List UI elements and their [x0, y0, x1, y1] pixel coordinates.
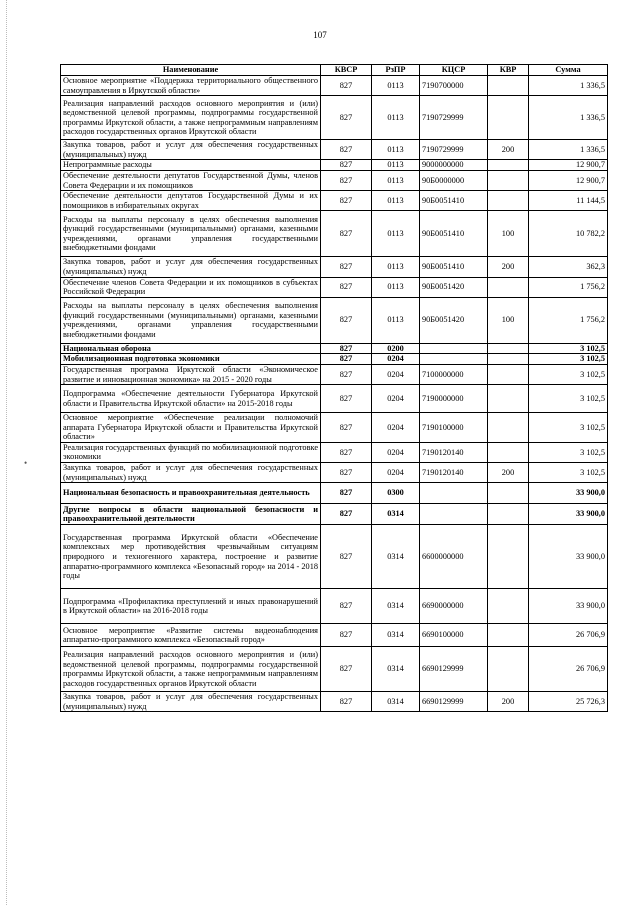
table-row: [61, 413, 608, 443]
row-kvr-cell: 200: [488, 463, 529, 483]
row-kvr-cell: 100: [488, 297, 529, 343]
row-kvr-cell: [488, 76, 529, 96]
row-kvsr-cell: 827: [321, 96, 372, 140]
row-name-cell: Расходы на выплаты персоналу в целях обеспечения выполнения функций государственными (муниципальными) органами, казенными учреждениями, органами управления государственными внебюджетными фондами: [61, 211, 321, 257]
row-sum-cell: 33 900,0: [529, 589, 608, 624]
row-kcsr-cell: 7190120140: [420, 442, 488, 462]
table-row: [61, 96, 608, 140]
row-sum-cell: 3 102,5: [529, 354, 608, 365]
row-sum-cell: 1 756,2: [529, 277, 608, 297]
row-kvr-cell: [488, 343, 529, 354]
table-row: [61, 364, 608, 384]
row-name-cell: Основное мероприятие «Обеспечение реализации полномочий аппарата Губернатора Иркутской области и Правительства Иркутской области»: [61, 413, 321, 443]
row-name-cell: Закупка товаров, работ и услуг для обеспечения государственных (муниципальных) нужд: [61, 463, 321, 483]
row-kcsr-cell: 7190100000: [420, 413, 488, 443]
row-rzpr-cell: 0204: [372, 354, 420, 365]
row-rzpr-cell: 0204: [372, 364, 420, 384]
row-sum-cell: 26 706,9: [529, 647, 608, 692]
table-row: [61, 277, 608, 297]
table-row: [61, 647, 608, 692]
row-name-cell: Основное мероприятие «Развитие системы видеонаблюдения аппаратно-программного комплекса «Безопасный город»: [61, 624, 321, 647]
row-sum-cell: 25 726,3: [529, 692, 608, 712]
table-row: [61, 525, 608, 589]
row-name-cell: Обеспечение членов Совета Федерации и их помощников в субъектах Российской Федерации: [61, 277, 321, 297]
row-kvr-cell: 200: [488, 140, 529, 160]
header-name: Наименование: [61, 65, 321, 76]
row-name-cell: Основное мероприятие «Поддержка территориального общественного самоуправления в Иркутской области»: [61, 76, 321, 96]
row-sum-cell: 3 102,5: [529, 343, 608, 354]
row-rzpr-cell: 0204: [372, 413, 420, 443]
row-kcsr-cell: 9000000000: [420, 160, 488, 171]
row-kvsr-cell: 827: [321, 354, 372, 365]
row-kvr-cell: [488, 96, 529, 140]
row-name-cell: Реализация направлений расходов основного мероприятия и (или) ведомственной целевой программы, подпрограммы государственной программы Иркутской области, а также непрограммным направлениям расходов государственных органов Иркутской области: [61, 647, 321, 692]
row-rzpr-cell: 0113: [372, 257, 420, 277]
header-rzpr: РзПР: [372, 65, 420, 76]
row-sum-cell: 11 144,5: [529, 191, 608, 211]
row-name-cell: Закупка товаров, работ и услуг для обеспечения государственных (муниципальных) нужд: [61, 257, 321, 277]
table-row: [61, 589, 608, 624]
row-name-cell: Национальная оборона: [61, 343, 321, 354]
row-kvsr-cell: 827: [321, 211, 372, 257]
row-sum-cell: 12 900,7: [529, 170, 608, 190]
row-kvr-cell: [488, 191, 529, 211]
row-sum-cell: 3 102,5: [529, 364, 608, 384]
row-kvsr-cell: 827: [321, 589, 372, 624]
row-sum-cell: 33 900,0: [529, 525, 608, 589]
row-sum-cell: 362,3: [529, 257, 608, 277]
header-kcsr: КЦСР: [420, 65, 488, 76]
row-kcsr-cell: 90Б0000000: [420, 170, 488, 190]
row-kvsr-cell: 827: [321, 692, 372, 712]
row-sum-cell: 33 900,0: [529, 504, 608, 525]
row-kvsr-cell: 827: [321, 525, 372, 589]
scan-mark: •: [24, 458, 28, 468]
row-rzpr-cell: 0314: [372, 525, 420, 589]
table-row: [61, 624, 608, 647]
row-kvsr-cell: 827: [321, 647, 372, 692]
row-sum-cell: 26 706,9: [529, 624, 608, 647]
row-name-cell: Расходы на выплаты персоналу в целях обеспечения выполнения функций государственными (муниципальными) органами, казенными учреждениями, органами управления государственными внебюджетными фондами: [61, 297, 321, 343]
row-rzpr-cell: 0113: [372, 191, 420, 211]
table-row: [61, 483, 608, 504]
table-row: [61, 160, 608, 171]
row-rzpr-cell: 0204: [372, 385, 420, 413]
table-row: [61, 76, 608, 96]
row-kvsr-cell: 827: [321, 257, 372, 277]
row-rzpr-cell: 0113: [372, 76, 420, 96]
row-kvsr-cell: 827: [321, 297, 372, 343]
row-name-cell: Государственная программа Иркутской области «Экономическое развитие и инновационная экономика» на 2015 - 2020 годы: [61, 364, 321, 384]
row-kcsr-cell: 6690129999: [420, 692, 488, 712]
table-row: [61, 354, 608, 365]
header-kvr: КВР: [488, 65, 529, 76]
row-kvsr-cell: 827: [321, 442, 372, 462]
row-name-cell: Подпрограмма «Профилактика преступлений и иных правонарушений в Иркутской области» на 2016-2018 годы: [61, 589, 321, 624]
row-rzpr-cell: 0314: [372, 589, 420, 624]
row-rzpr-cell: 0314: [372, 624, 420, 647]
table-row: [61, 504, 608, 525]
row-name-cell: Национальная безопасность и правоохранительная деятельность: [61, 483, 321, 504]
row-rzpr-cell: 0113: [372, 297, 420, 343]
table-row: [61, 385, 608, 413]
row-sum-cell: 33 900,0: [529, 483, 608, 504]
row-rzpr-cell: 0300: [372, 483, 420, 504]
row-sum-cell: 1 336,5: [529, 96, 608, 140]
table-row: [61, 140, 608, 160]
row-kcsr-cell: 7100000000: [420, 364, 488, 384]
row-kvsr-cell: 827: [321, 343, 372, 354]
row-kvsr-cell: 827: [321, 463, 372, 483]
table-row: [61, 442, 608, 462]
row-sum-cell: 3 102,5: [529, 413, 608, 443]
row-sum-cell: 10 782,2: [529, 211, 608, 257]
row-name-cell: Мобилизационная подготовка экономики: [61, 354, 321, 365]
row-kcsr-cell: [420, 354, 488, 365]
row-name-cell: Реализация государственных функций по мобилизационной подготовке экономики: [61, 442, 321, 462]
row-kcsr-cell: [420, 483, 488, 504]
row-kvsr-cell: 827: [321, 385, 372, 413]
row-kvr-cell: [488, 483, 529, 504]
header-kvsr: КВСР: [321, 65, 372, 76]
row-sum-cell: 1 756,2: [529, 297, 608, 343]
row-kcsr-cell: [420, 343, 488, 354]
row-sum-cell: 1 336,5: [529, 76, 608, 96]
row-kvr-cell: [488, 624, 529, 647]
row-rzpr-cell: 0113: [372, 140, 420, 160]
row-kvsr-cell: 827: [321, 504, 372, 525]
table-row: [61, 170, 608, 190]
row-name-cell: Закупка товаров, работ и услуг для обеспечения государственных (муниципальных) нужд: [61, 140, 321, 160]
row-name-cell: Подпрограмма «Обеспечение деятельности Губернатора Иркутской области и Правительства Иркутской области» на 2015-2018 годы: [61, 385, 321, 413]
row-kcsr-cell: 7190000000: [420, 385, 488, 413]
row-kcsr-cell: 6690000000: [420, 589, 488, 624]
row-kvr-cell: [488, 170, 529, 190]
page-number: 107: [313, 30, 327, 40]
row-kvr-cell: [488, 589, 529, 624]
row-kcsr-cell: 7190729999: [420, 140, 488, 160]
row-rzpr-cell: 0314: [372, 647, 420, 692]
row-kcsr-cell: 6690129999: [420, 647, 488, 692]
row-kcsr-cell: 90Б0051420: [420, 277, 488, 297]
row-name-cell: Реализация направлений расходов основного мероприятия и (или) ведомственной целевой программы, подпрограммы государственной программы Иркутской области, а также непрограммным направлениям расходов государственных органов Иркутской области: [61, 96, 321, 140]
row-kvr-cell: [488, 277, 529, 297]
row-kvr-cell: 100: [488, 211, 529, 257]
row-kvr-cell: [488, 413, 529, 443]
row-kvr-cell: [488, 442, 529, 462]
row-kvsr-cell: 827: [321, 170, 372, 190]
table-row: [61, 191, 608, 211]
row-rzpr-cell: 0314: [372, 504, 420, 525]
row-kvr-cell: [488, 385, 529, 413]
row-kvsr-cell: 827: [321, 160, 372, 171]
row-kcsr-cell: 7190700000: [420, 76, 488, 96]
row-kvsr-cell: 827: [321, 191, 372, 211]
table-row: [61, 692, 608, 712]
header-sum: Сумма: [529, 65, 608, 76]
budget-table: [60, 64, 608, 712]
row-kvr-cell: [488, 354, 529, 365]
row-rzpr-cell: 0204: [372, 463, 420, 483]
row-kcsr-cell: 90Б0051410: [420, 257, 488, 277]
row-kvr-cell: [488, 364, 529, 384]
row-rzpr-cell: 0113: [372, 277, 420, 297]
row-sum-cell: 3 102,5: [529, 442, 608, 462]
row-kvsr-cell: 827: [321, 483, 372, 504]
table-row: [61, 211, 608, 257]
table-row: [61, 343, 608, 354]
row-name-cell: Обеспечение деятельности депутатов Государственной Думы и их помощников в избирательных округах: [61, 191, 321, 211]
row-kcsr-cell: 90Б0051420: [420, 297, 488, 343]
row-kvsr-cell: 827: [321, 140, 372, 160]
row-kvsr-cell: 827: [321, 76, 372, 96]
row-sum-cell: 1 336,5: [529, 140, 608, 160]
row-kcsr-cell: 90Б0051410: [420, 211, 488, 257]
row-rzpr-cell: 0113: [372, 211, 420, 257]
margin-scan-edge: [6, 0, 9, 905]
row-sum-cell: 12 900,7: [529, 160, 608, 171]
row-rzpr-cell: 0113: [372, 160, 420, 171]
table-row: [61, 297, 608, 343]
table-row: [61, 257, 608, 277]
row-kcsr-cell: 6690100000: [420, 624, 488, 647]
row-kvr-cell: [488, 647, 529, 692]
row-kvr-cell: 200: [488, 692, 529, 712]
row-rzpr-cell: 0200: [372, 343, 420, 354]
row-kvsr-cell: 827: [321, 277, 372, 297]
row-sum-cell: 3 102,5: [529, 463, 608, 483]
row-kvsr-cell: 827: [321, 624, 372, 647]
row-kcsr-cell: [420, 504, 488, 525]
row-kcsr-cell: 7190729999: [420, 96, 488, 140]
row-kcsr-cell: 90Б0051410: [420, 191, 488, 211]
row-kvsr-cell: 827: [321, 364, 372, 384]
row-kvr-cell: [488, 504, 529, 525]
row-name-cell: Непрограммные расходы: [61, 160, 321, 171]
row-name-cell: Закупка товаров, работ и услуг для обеспечения государственных (муниципальных) нужд: [61, 692, 321, 712]
table-row: [61, 463, 608, 483]
row-kvsr-cell: 827: [321, 413, 372, 443]
row-rzpr-cell: 0113: [372, 96, 420, 140]
row-rzpr-cell: 0113: [372, 170, 420, 190]
row-name-cell: Государственная программа Иркутской области «Обеспечение комплексных мер противодействия чрезвычайным ситуациям природного и техногенного характера, построение и развитие аппаратно-программного комплекса «Безопасный город» на 2014 - 2018 годы: [61, 525, 321, 589]
row-rzpr-cell: 0204: [372, 442, 420, 462]
table-header-row: [61, 65, 608, 76]
row-name-cell: Обеспечение деятельности депутатов Государственной Думы, членов Совета Федерации и их помощников: [61, 170, 321, 190]
row-sum-cell: 3 102,5: [529, 385, 608, 413]
row-rzpr-cell: 0314: [372, 692, 420, 712]
row-kvr-cell: [488, 160, 529, 171]
row-kcsr-cell: 6600000000: [420, 525, 488, 589]
row-name-cell: Другие вопросы в области национальной безопасности и правоохранительной деятельности: [61, 504, 321, 525]
row-kcsr-cell: 7190120140: [420, 463, 488, 483]
row-kvr-cell: 200: [488, 257, 529, 277]
row-kvr-cell: [488, 525, 529, 589]
